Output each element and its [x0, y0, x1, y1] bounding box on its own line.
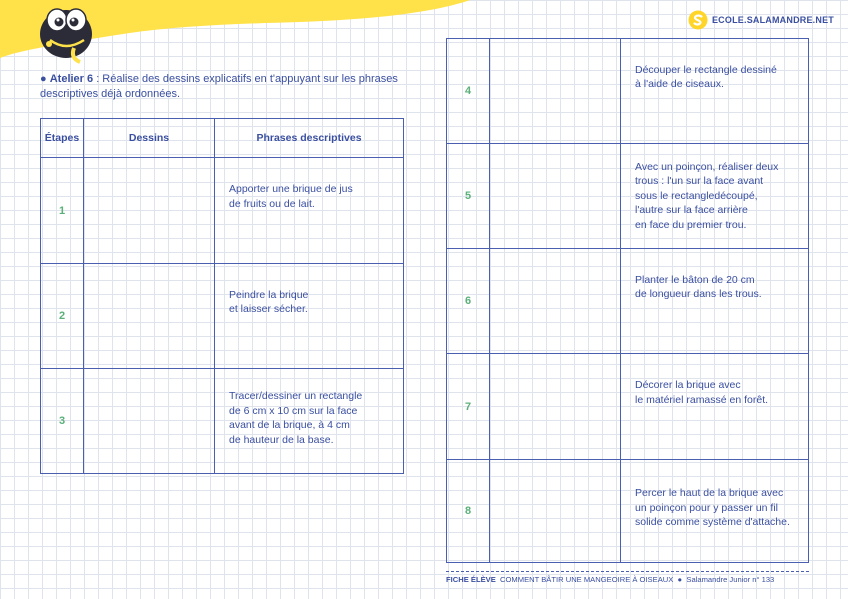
step-number: 4 — [447, 39, 490, 144]
description-line: Tracer/dessiner un rectangle — [229, 390, 363, 402]
step-number: 5 — [447, 144, 490, 249]
description-line: de hauteur de la base. — [229, 433, 334, 446]
table-row — [447, 144, 809, 249]
description-line: l'autre sur la face arrière — [635, 204, 748, 217]
footer-label: FICHE ÉLÈVE — [446, 575, 496, 584]
drawing-box[interactable] — [84, 264, 215, 369]
footer-title: COMMENT BÂTIR UNE MANGEOIRE À OISEAUX — [500, 575, 674, 584]
footer-issue: Salamandre Junior n° 133 — [686, 575, 775, 584]
step-description — [621, 249, 809, 354]
step-number: 3 — [41, 369, 84, 474]
instruction-text: : Réalise des dessins explicatifs en t'appuyant sur les phrases descriptives déjà ordonnées. — [40, 73, 398, 100]
step-description — [621, 144, 809, 249]
drawing-box[interactable] — [490, 460, 621, 563]
step-description — [215, 264, 404, 369]
brand-header — [688, 10, 834, 30]
description-line: trous : l'un sur la face avant — [635, 175, 764, 188]
step-number: 8 — [447, 460, 490, 563]
step-number: 2 — [41, 264, 84, 369]
step-description — [621, 460, 809, 563]
description-line: de 6 cm x 10 cm sur la face — [229, 404, 358, 417]
salamander-icon — [40, 9, 92, 62]
description-line: de longueur dans les trous. — [635, 288, 762, 300]
description-line: Planter le bâton de 20 cm — [635, 273, 755, 286]
step-number: 6 — [447, 249, 490, 354]
table-row — [41, 264, 404, 369]
footer-dot-icon: ● — [677, 575, 683, 584]
step-number: 1 — [41, 158, 84, 264]
header-mascot — [0, 0, 480, 70]
description-line: et laisser sécher. — [229, 303, 308, 315]
header-dessins: Dessins — [84, 119, 215, 158]
site-url[interactable]: ECOLE.SALAMANDRE.NET — [711, 15, 834, 25]
drawing-box[interactable] — [490, 144, 621, 249]
description-line: Découper le rectangle dessiné — [635, 63, 777, 76]
table-header-row — [41, 119, 404, 158]
table-row — [447, 39, 809, 144]
footer — [446, 571, 809, 584]
step-description — [215, 369, 404, 474]
description-line: à l'aide de ciseaux. — [635, 78, 724, 90]
step-description — [621, 354, 809, 460]
steps-table-right — [446, 38, 809, 563]
description-line: sous le rectangledécoupé, — [635, 189, 758, 202]
table-row — [447, 460, 809, 563]
description-line: avant de la brique, à 4 cm — [229, 419, 350, 431]
step-description — [215, 158, 404, 264]
description-line: solide comme système d'attache. — [635, 516, 790, 529]
drawing-box[interactable] — [490, 39, 621, 144]
description-line: Apporter une brique de jus — [229, 183, 353, 195]
step-description — [621, 39, 809, 144]
description-line: en face du premier trou. — [635, 218, 747, 231]
description-line: de fruits ou de lait. — [229, 197, 315, 210]
table-row — [41, 158, 404, 264]
table-row — [447, 249, 809, 354]
table-row — [447, 354, 809, 460]
description-line: un poinçon pour y passer un fil — [635, 501, 779, 514]
description-line: le matériel ramassé en forêt. — [635, 393, 769, 406]
step-number: 7 — [447, 354, 490, 460]
drawing-box[interactable] — [490, 354, 621, 460]
description-line: Peindre la brique — [229, 288, 309, 301]
drawing-box[interactable] — [490, 249, 621, 354]
bullet-icon: ● — [40, 73, 47, 85]
header-etapes: Étapes — [41, 119, 84, 158]
description-line: Décorer la brique avec — [635, 379, 741, 391]
instruction — [40, 72, 410, 102]
description-line: Percer le haut de la brique avec — [635, 487, 784, 500]
drawing-box[interactable] — [84, 158, 215, 264]
table-row — [41, 369, 404, 474]
header-phrases: Phrases descriptives — [215, 119, 404, 158]
salamandre-logo-icon — [688, 10, 708, 30]
description-line: Avec un poinçon, réaliser deux — [635, 160, 779, 173]
steps-table-left — [40, 118, 404, 474]
drawing-box[interactable] — [84, 369, 215, 474]
atelier-title: Atelier 6 — [49, 73, 94, 85]
